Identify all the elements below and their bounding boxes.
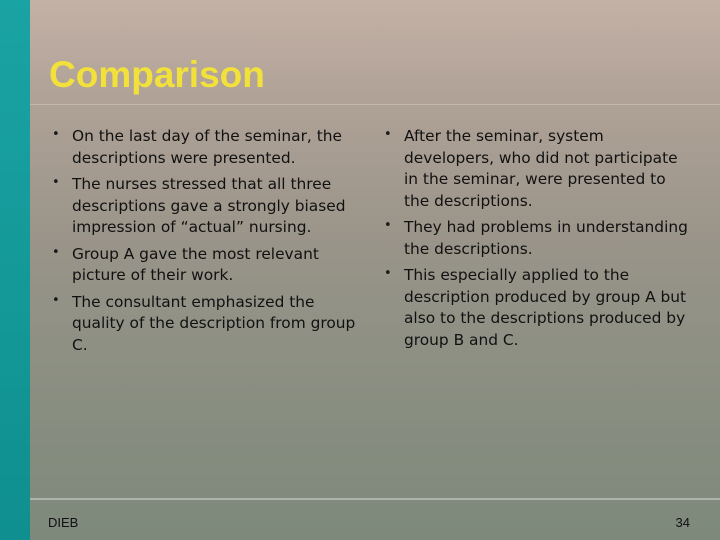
bullet-text: The consultant emphasized the quality of the description from group C. — [72, 292, 356, 354]
bullet-icon: • — [384, 266, 392, 281]
bullet-icon: • — [52, 292, 60, 308]
bullet-icon: • — [52, 175, 60, 190]
bullet-item — [52, 126, 370, 169]
footer-label: DIEB — [48, 515, 79, 530]
bullet-item — [384, 126, 694, 212]
page-number: 34 — [675, 515, 690, 530]
bullet-text: The nurses stressed that all three descriptions gave a strongly biased impression of “actual” nursing. — [72, 175, 346, 236]
left-bullet-list — [52, 126, 370, 361]
bullet-icon: • — [52, 244, 60, 260]
slide-title: Comparison — [49, 54, 265, 95]
accent-strip — [0, 0, 30, 540]
bullet-text: On the last day of the seminar, the descriptions were presented. — [72, 127, 342, 167]
bullet-item — [384, 217, 694, 260]
title-divider — [30, 104, 720, 105]
bullet-icon: • — [52, 127, 60, 142]
bullet-item — [384, 265, 694, 351]
bullet-text: Group A gave the most relevant picture of their work. — [72, 244, 319, 284]
bullet-text: After the seminar, system developers, who did not participate in the seminar, were presented to the descriptions. — [404, 127, 678, 210]
footer-divider — [30, 498, 720, 500]
bullet-icon: • — [384, 218, 392, 233]
bullet-text: They had problems in understanding the descriptions. — [404, 218, 688, 258]
slide — [30, 0, 720, 540]
bullet-icon: • — [384, 127, 392, 142]
bullet-text: This especially applied to the description produced by group A but also to the descriptions produced by group B and C. — [404, 266, 687, 349]
bullet-item — [52, 292, 370, 357]
right-bullet-list — [384, 126, 694, 356]
bullet-item — [52, 174, 370, 239]
bullet-item — [52, 244, 370, 287]
